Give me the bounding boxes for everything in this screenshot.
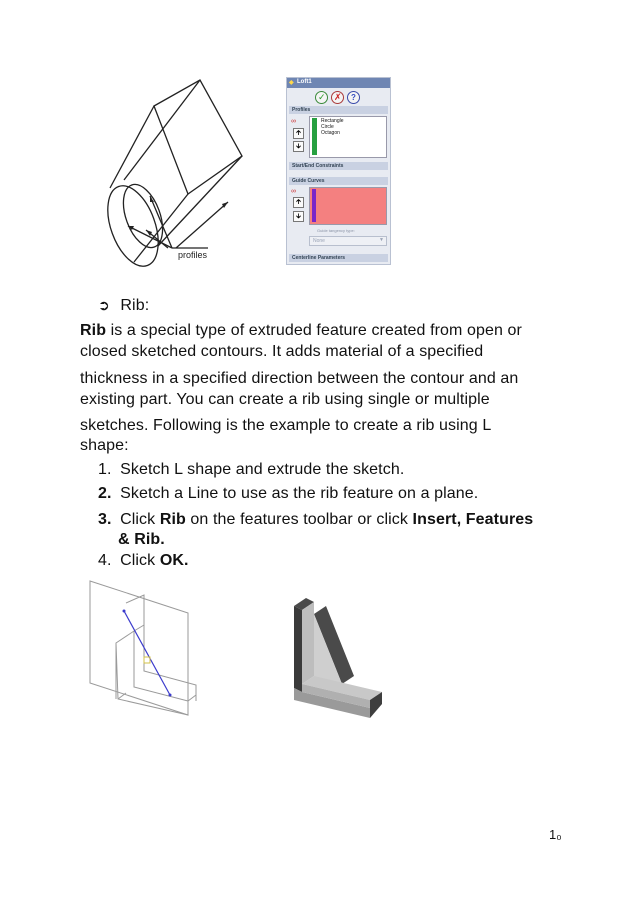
- list-item[interactable]: Circle: [321, 124, 334, 130]
- arrow-circle-bullet-icon: ➲: [98, 297, 110, 313]
- help-button[interactable]: [347, 91, 360, 104]
- step-bold-text: Insert, Features: [412, 511, 534, 528]
- profiles-color-bar: [312, 118, 317, 155]
- guide-curves-list[interactable]: [309, 187, 387, 225]
- paragraph-text: is a special type of extruded feature created from open or: [106, 322, 522, 339]
- step-bold-text: Rib: [159, 511, 186, 528]
- step-number: 3.: [98, 511, 112, 528]
- step-text: Sketch L shape and extrude the sketch.: [120, 461, 405, 478]
- ok-button[interactable]: [315, 91, 328, 104]
- loft-property-panel: [286, 77, 391, 265]
- paragraph-line: shape:: [80, 437, 129, 454]
- close-icon: ✗: [334, 92, 342, 102]
- guide-tangency-select[interactable]: [309, 236, 387, 246]
- loft-profiles-figure: [88, 76, 278, 276]
- guide-curves-section-title: Guide Curves: [292, 178, 325, 184]
- profiles-section-header[interactable]: [289, 106, 388, 114]
- arrow-down-icon: 🡳: [295, 213, 302, 220]
- move-up-button[interactable]: [293, 128, 304, 139]
- guide-move-up-button[interactable]: [293, 197, 304, 208]
- step-3-continued: [118, 530, 165, 550]
- paragraph-line: closed sketched contours. It adds material of a specified: [80, 343, 484, 360]
- step-2: [98, 484, 478, 504]
- centerline-section-title: Centerline Parameters: [292, 255, 346, 261]
- help-icon: ?: [351, 93, 356, 102]
- panel-title: Loft1: [297, 79, 312, 85]
- arrow-up-icon: 🡱: [295, 199, 302, 206]
- step-number: 4.: [98, 552, 112, 569]
- paragraph-line: thickness in a specified direction between the contour and an: [80, 370, 519, 387]
- arrow-down-icon: 🡳: [295, 143, 302, 150]
- step-text: on the features toolbar or click: [185, 511, 413, 528]
- profiles-label: profiles: [178, 250, 208, 260]
- start-end-constraints-header[interactable]: [289, 162, 388, 170]
- panel-titlebar: [287, 78, 390, 88]
- step-text: Click: [120, 552, 160, 569]
- step-number: 2.: [98, 485, 112, 502]
- move-down-button[interactable]: [293, 141, 304, 152]
- start-end-section-title: Start/End Constraints: [292, 163, 344, 169]
- guide-tangency-value: None: [313, 238, 325, 244]
- guide-move-down-button[interactable]: [293, 211, 304, 222]
- paragraph-line: [80, 321, 522, 341]
- rib-3d-part-figure: [286, 592, 390, 722]
- step-3: [98, 510, 533, 530]
- guide-color-bar: [312, 189, 316, 222]
- loft-icon: ◆: [289, 80, 294, 86]
- arrow-up-icon: 🡱: [295, 130, 302, 137]
- step-bold-text: & Rib.: [118, 531, 165, 548]
- profiles-list[interactable]: [309, 116, 387, 158]
- guide-curve-icon: ∞: [291, 188, 296, 195]
- guide-tangency-label: Guide tangency type:: [317, 228, 355, 233]
- cancel-button[interactable]: [331, 91, 344, 104]
- rib-sketch-line: [124, 611, 170, 695]
- step-1: [98, 460, 404, 480]
- step-text: Sketch a Line to use as the rib feature on a plane.: [120, 485, 479, 502]
- paragraph-line: existing part. You can create a rib using single or multiple: [80, 391, 490, 408]
- step-number: 1.: [98, 461, 112, 478]
- check-icon: ✓: [318, 92, 326, 102]
- rib-heading-text: Rib:: [120, 297, 150, 314]
- page-number: 1₀: [549, 827, 562, 842]
- rib-bold-term: Rib: [80, 322, 107, 339]
- step-bold-text: OK.: [159, 552, 189, 569]
- profile-sketch-icon: ∞: [291, 118, 296, 125]
- l-shape-sketch-figure: [84, 575, 214, 725]
- centerline-parameters-header[interactable]: [289, 254, 388, 262]
- profiles-section-title: Profiles: [292, 107, 311, 113]
- rib-heading: [98, 295, 149, 316]
- list-item[interactable]: Rectangle: [321, 118, 344, 124]
- list-item[interactable]: Octagon: [321, 130, 340, 136]
- guide-curves-header[interactable]: [289, 177, 388, 185]
- step-text: Click: [120, 511, 160, 528]
- step-4: [98, 551, 189, 571]
- chevron-down-icon: ▼: [379, 237, 384, 243]
- paragraph-line: sketches. Following is the example to create a rib using L: [80, 417, 492, 434]
